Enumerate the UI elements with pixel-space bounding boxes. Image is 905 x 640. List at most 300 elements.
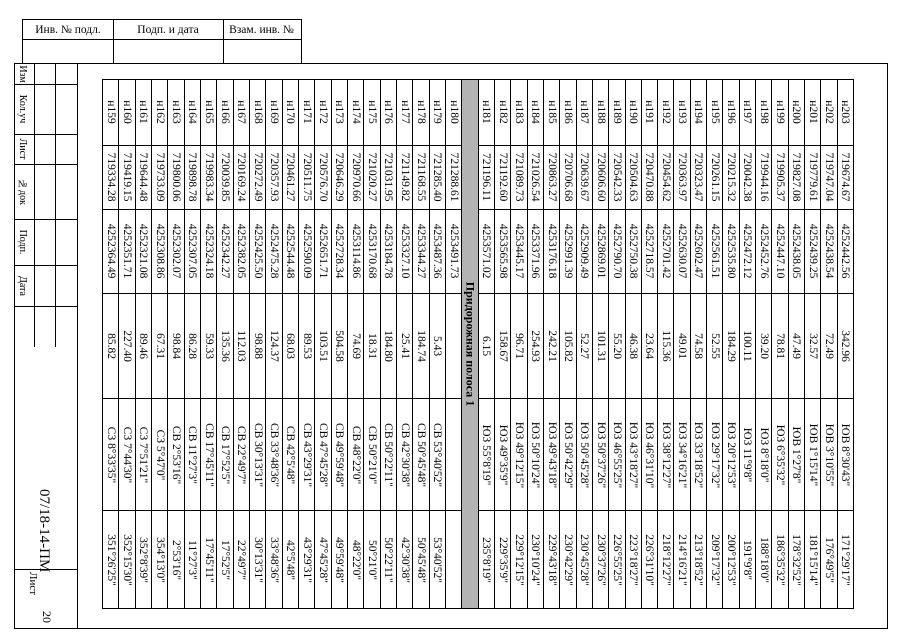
table-cell: н163 <box>169 100 182 125</box>
table-cell: 719905.37 <box>772 145 787 209</box>
table-cell: 4253445.17 <box>511 209 526 294</box>
table-cell: 230°10'24" <box>528 510 543 608</box>
table-row <box>739 80 755 608</box>
table-cell: ЮЗ 6°35'32" <box>772 398 787 511</box>
table-cell: 32.57 <box>805 293 820 398</box>
table-row <box>527 80 543 608</box>
table-cell: 4252535.80 <box>723 209 738 294</box>
table-cell: 720363.97 <box>674 145 689 209</box>
table-cell: н195 <box>708 100 721 125</box>
table-row <box>249 80 265 608</box>
table-cell: 720639.67 <box>577 145 592 209</box>
table-cell: 4252447.10 <box>772 209 787 294</box>
table-cell: 4253371.96 <box>528 209 543 294</box>
table-cell: 721031.95 <box>381 145 396 209</box>
table-cell: 719983.34 <box>201 145 216 209</box>
table-cell: 214°16'21" <box>674 510 689 608</box>
table-row <box>559 80 575 608</box>
table-cell: н190 <box>627 100 640 125</box>
table-cell: 4252651.71 <box>315 209 330 294</box>
table-cell: 4252602.47 <box>691 209 706 294</box>
table-cell: 4253565.98 <box>495 209 510 294</box>
table-cell: СЗ 7°44'30" <box>119 398 134 511</box>
table-cell: 720272.49 <box>250 145 265 209</box>
table-row <box>118 80 134 608</box>
table-row <box>706 80 722 608</box>
table-row <box>592 80 608 608</box>
table-cell: 720169.24 <box>234 145 249 209</box>
sheet-number: 20 <box>40 611 54 623</box>
table-cell: 230°37'26" <box>593 510 608 608</box>
table-cell: 720646.29 <box>332 145 347 209</box>
table-cell: ЮЗ 50°37'26" <box>593 398 608 511</box>
label-podp: Подп. <box>15 219 77 266</box>
table-cell: 720606.60 <box>593 145 608 209</box>
table-cell: н201 <box>806 100 819 125</box>
table-cell: СВ 11°27'3" <box>185 398 200 511</box>
table-cell: 721196.11 <box>479 145 494 209</box>
table-row <box>265 80 281 608</box>
table-cell: н180 <box>447 100 460 125</box>
table-cell: н170 <box>284 100 297 125</box>
table-cell: 720357.93 <box>266 145 281 209</box>
table-cell: ЮВ 1°27'8" <box>789 398 804 511</box>
table-cell: ЮЗ 20°12'53" <box>723 398 738 511</box>
table-cell: н181 <box>480 100 493 125</box>
table-cell: 720970.66 <box>348 145 363 209</box>
revision-block <box>15 64 77 347</box>
table-cell: 4252991.39 <box>560 209 575 294</box>
table-cell: 719827.08 <box>789 145 804 209</box>
table-row <box>673 80 689 608</box>
table-cell: 4252302.07 <box>168 209 183 294</box>
table-row <box>314 80 330 608</box>
table-cell: 4253327.10 <box>397 209 412 294</box>
document-number: 07/18-14-ПМ <box>36 489 52 573</box>
table-cell: 721168.55 <box>413 145 428 209</box>
table-cell: ЮЗ 50°10'24" <box>528 398 543 511</box>
table-cell: ЮЗ 38°12'27" <box>658 398 673 511</box>
table-cell: н159 <box>104 100 117 125</box>
table-cell: СЗ 7°51'21" <box>136 398 151 511</box>
table-cell: 4252728.34 <box>332 209 347 294</box>
table-cell: н168 <box>251 100 264 125</box>
table-cell: 719747.04 <box>821 145 836 209</box>
table-cell: 4252382.05 <box>234 209 249 294</box>
table-cell: 4252308.86 <box>152 209 167 294</box>
table-cell: 235°8'19" <box>479 510 494 608</box>
stamp-vzam-inv: Взам. инв. № <box>229 24 294 36</box>
table-row <box>445 80 461 608</box>
table-cell: н178 <box>414 100 427 125</box>
table-cell: 186°35'32" <box>772 510 787 608</box>
table-cell: н187 <box>578 100 591 125</box>
table-cell: 242.21 <box>544 293 559 398</box>
table-cell: 4252452.76 <box>756 209 771 294</box>
table-cell: 4253170.68 <box>364 209 379 294</box>
table-cell: СВ 48°22'0" <box>348 398 363 511</box>
table-cell: н161 <box>137 100 150 125</box>
table-cell: 213°18'52" <box>691 510 706 608</box>
table-cell: 229°43'18" <box>544 510 559 608</box>
table-cell: ЮВ 8°30'43" <box>838 398 853 511</box>
table-cell: СВ 49°59'48" <box>332 398 347 511</box>
table-cell: ЮЗ 11°9'8" <box>740 398 755 511</box>
table-cell: 352°8'39" <box>136 510 151 608</box>
table-cell: 200°12'53" <box>723 510 738 608</box>
table-cell: н196 <box>725 100 738 125</box>
table-cell: 223°18'27" <box>626 510 641 608</box>
table-cell: 184.80 <box>381 293 396 398</box>
table-cell: 48°22'0" <box>348 510 363 608</box>
table-cell: 22°49'7" <box>234 510 249 608</box>
table-cell: 25.41 <box>397 293 412 398</box>
table-cell: 4253184.78 <box>381 209 396 294</box>
label-list: Лист <box>15 134 77 165</box>
table-cell: ЮЗ 46°31'10" <box>642 398 657 511</box>
table-cell: СВ 43°29'31" <box>299 398 314 511</box>
table-cell: СВ 2°53'16" <box>168 398 183 511</box>
table-row <box>233 80 249 608</box>
table-cell: н174 <box>349 100 362 125</box>
table-cell: СВ 30°13'31" <box>250 398 265 511</box>
table-cell: н191 <box>643 100 656 125</box>
table-row <box>200 80 216 608</box>
label-nodok: №док <box>15 164 77 220</box>
table-cell: 4253491.73 <box>446 209 461 294</box>
table-cell: н172 <box>316 100 329 125</box>
table-cell: 721192.60 <box>495 145 510 209</box>
table-cell: СВ 50°21'0" <box>364 398 379 511</box>
table-cell: 721285.40 <box>430 145 445 209</box>
table-cell: 720261.15 <box>707 145 722 209</box>
table-cell: 720504.63 <box>626 145 641 209</box>
table-cell: 720215.32 <box>723 145 738 209</box>
table-cell: 721149.82 <box>397 145 412 209</box>
coordinates-table <box>102 79 854 609</box>
table-cell: 89.53 <box>299 293 314 398</box>
table-cell: 158.67 <box>495 293 510 398</box>
table-cell: ЮЗ 49°43'18" <box>544 398 559 511</box>
table-cell: 4253114.86 <box>348 209 363 294</box>
table-cell: ЮЗ 43°18'27" <box>626 398 641 511</box>
table-cell: 720576.70 <box>315 145 330 209</box>
table-cell: н171 <box>300 100 313 125</box>
table-cell: 72.49 <box>821 293 836 398</box>
table-row <box>298 80 314 608</box>
table-cell: 42°30'38" <box>397 510 412 608</box>
table-cell: 78.81 <box>772 293 787 398</box>
table-cell: 720706.68 <box>560 145 575 209</box>
table-row <box>820 80 836 608</box>
table-row <box>135 80 151 608</box>
table-cell: 4252750.38 <box>626 209 641 294</box>
table-cell: 227.40 <box>119 293 134 398</box>
table-row <box>380 80 396 608</box>
table-cell: 4252438.54 <box>821 209 836 294</box>
table-cell: 176°49'5" <box>821 510 836 608</box>
table-cell: 229°12'15" <box>511 510 526 608</box>
table-cell: 49.01 <box>674 293 689 398</box>
stamp-podp-data: Подп. и дата <box>113 20 224 64</box>
table-cell: н173 <box>333 100 346 125</box>
table-cell: 720042.38 <box>740 145 755 209</box>
table-cell: н189 <box>610 100 623 125</box>
table-cell: 719733.09 <box>152 145 167 209</box>
table-cell: ЮЗ 33°18'52" <box>691 398 706 511</box>
table-cell: н176 <box>382 100 395 125</box>
table-cell: 4252324.18 <box>201 209 216 294</box>
table-cell: 720323.47 <box>691 145 706 209</box>
table-cell: 720454.62 <box>658 145 673 209</box>
table-row <box>167 80 183 608</box>
table-row <box>282 80 298 608</box>
table-cell: 105.82 <box>560 293 575 398</box>
label-data: Дата <box>15 265 77 307</box>
table-cell: н192 <box>659 100 672 125</box>
table-row <box>641 80 657 608</box>
table-cell: 43°29'31" <box>299 510 314 608</box>
table-cell: 112.03 <box>234 293 249 398</box>
table-cell: 230°45'28" <box>577 510 592 608</box>
table-cell: 50°22'11" <box>381 510 396 608</box>
table-row <box>216 80 232 608</box>
table-cell: н166 <box>218 100 231 125</box>
table-cell: 218°12'27" <box>658 510 673 608</box>
table-cell: н193 <box>676 100 689 125</box>
table-cell: СВ 50°45'48" <box>413 398 428 511</box>
table-cell: 354°13'0" <box>152 510 167 608</box>
table-cell: 719898.78 <box>185 145 200 209</box>
table-cell: СВ 50°22'11" <box>381 398 396 511</box>
table-cell: 4252425.50 <box>250 209 265 294</box>
table-cell: 47.49 <box>789 293 804 398</box>
table-cell: СВ 17°52'5" <box>217 398 232 511</box>
table-cell: н182 <box>496 100 509 125</box>
table-cell: 4253176.18 <box>544 209 559 294</box>
table-row <box>722 80 738 608</box>
table-cell: 184.74 <box>413 293 428 398</box>
table-cell: 39.20 <box>756 293 771 398</box>
table-row <box>103 80 118 608</box>
table-cell: 103.51 <box>315 293 330 398</box>
table-row <box>151 80 167 608</box>
table-cell: н165 <box>202 100 215 125</box>
table-row <box>510 80 526 608</box>
table-cell: 721020.27 <box>364 145 379 209</box>
table-cell: СЗ 5°47'0" <box>152 398 167 511</box>
table-cell: 720542.33 <box>609 145 624 209</box>
table-row <box>608 80 624 608</box>
table-cell: 226°31'10" <box>642 510 657 608</box>
table-cell: н203 <box>839 100 852 125</box>
table-cell: 4252544.48 <box>283 209 298 294</box>
table-cell: н184 <box>529 100 542 125</box>
table-cell: 191°9'8" <box>740 510 755 608</box>
table-cell: 4252630.07 <box>674 209 689 294</box>
table-cell: 74.69 <box>348 293 363 398</box>
table-cell: 719944.16 <box>756 145 771 209</box>
table-row <box>690 80 706 608</box>
table-cell: н183 <box>512 100 525 125</box>
table-cell: 115.36 <box>658 293 673 398</box>
table-cell: СВ 33°48'36" <box>266 398 281 511</box>
table-cell: ЮЗ 49°12'15" <box>511 398 526 511</box>
table-cell: 4252342.27 <box>217 209 232 294</box>
table-cell: 17°52'5" <box>217 510 232 608</box>
table-cell: 4253344.27 <box>413 209 428 294</box>
table-cell: 50°45'48" <box>413 510 428 608</box>
table-row <box>331 80 347 608</box>
table-cell: ЮЗ 34°16'21" <box>674 398 689 511</box>
table-cell: 55.20 <box>609 293 624 398</box>
table-row <box>396 80 412 608</box>
table-cell: 719644.48 <box>136 145 151 209</box>
table-cell: 33°48'36" <box>266 510 281 608</box>
table-cell: н175 <box>365 100 378 125</box>
table-cell: 4252590.09 <box>299 209 314 294</box>
table-cell: 2°53'16" <box>168 510 183 608</box>
table-cell: СВ 47°45'28" <box>315 398 330 511</box>
table-cell: 4252351.71 <box>119 209 134 294</box>
table-cell: ЮЗ 49°35'9" <box>495 398 510 511</box>
table-cell: ЮЗ 50°45'28" <box>577 398 592 511</box>
table-row <box>347 80 363 608</box>
table-cell: н160 <box>120 100 133 125</box>
table-cell: 46.38 <box>626 293 641 398</box>
table-cell: 504.58 <box>332 293 347 398</box>
table-row <box>755 80 771 608</box>
table-row <box>363 80 379 608</box>
table-cell: 721089.73 <box>511 145 526 209</box>
table-cell: 89.46 <box>136 293 151 398</box>
table-cell: 101.31 <box>593 293 608 398</box>
table-cell: 4252869.01 <box>593 209 608 294</box>
table-cell: 52.55 <box>707 293 722 398</box>
table-cell: н202 <box>823 100 836 125</box>
table-cell: 30°13'31" <box>250 510 265 608</box>
table-cell: 720863.27 <box>544 145 559 209</box>
table-cell: 4252472.12 <box>740 209 755 294</box>
table-cell: 4252561.51 <box>707 209 722 294</box>
table-cell <box>446 398 461 511</box>
table-cell: 67.31 <box>152 293 167 398</box>
table-cell: 720461.27 <box>283 145 298 209</box>
table-cell: 184.29 <box>723 293 738 398</box>
table-cell: 98.88 <box>250 293 265 398</box>
table-cell: 98.84 <box>168 293 183 398</box>
table-cell: н177 <box>398 100 411 125</box>
section-header: Придорожная полоса 1 <box>461 80 477 608</box>
table-cell: СВ 53°40'52" <box>430 398 445 511</box>
table-cell: н162 <box>153 100 166 125</box>
table-cell: 229°35'9" <box>495 510 510 608</box>
table-cell: 188°18'0" <box>756 510 771 608</box>
table-cell: 719674.67 <box>838 145 853 209</box>
table-row <box>184 80 200 608</box>
table-cell: СВ 17°45'11" <box>201 398 216 511</box>
table-cell: ЮЗ 8°18'0" <box>756 398 771 511</box>
table-cell: 351°26'25" <box>103 510 118 608</box>
table-cell: ЮВ 3°10'55" <box>821 398 836 511</box>
table-cell: 209°17'32" <box>707 510 722 608</box>
table-cell: СВ 42°5'48" <box>283 398 298 511</box>
table-cell: 4252439.25 <box>805 209 820 294</box>
table-cell: 47°45'28" <box>315 510 330 608</box>
table-cell: 181°15'14" <box>805 510 820 608</box>
table-cell: 53°40'52" <box>430 510 445 608</box>
table-cell: ЮЗ 29°17'32" <box>707 398 722 511</box>
table-cell: 4252307.05 <box>185 209 200 294</box>
table-row <box>625 80 641 608</box>
table-cell: 49°59'48" <box>332 510 347 608</box>
table-row <box>788 80 804 608</box>
table-cell: 5.43 <box>430 293 445 398</box>
table-cell: 352°15'30" <box>119 510 134 608</box>
table-cell: ЮЗ 50°42'29" <box>560 398 575 511</box>
table-cell: СВ 42°30'38" <box>397 398 412 511</box>
table-cell: 4252442.56 <box>838 209 853 294</box>
table-cell: 4252790.70 <box>609 209 624 294</box>
table-cell: 719419.15 <box>119 145 134 209</box>
table-cell: 135.36 <box>217 293 232 398</box>
label-kol-uch: Кол.уч <box>15 84 77 135</box>
table-cell <box>446 293 461 398</box>
table-cell: н194 <box>692 100 705 125</box>
table-cell: н164 <box>186 100 199 125</box>
table-cell: н199 <box>774 100 787 125</box>
table-cell: 4252364.49 <box>103 209 118 294</box>
table-cell: 171°29'17" <box>838 510 853 608</box>
table-cell: 720470.88 <box>642 145 657 209</box>
table-cell: 720039.85 <box>217 145 232 209</box>
table-cell: 50°21'0" <box>364 510 379 608</box>
table-cell: н185 <box>545 100 558 125</box>
table-cell: 6.15 <box>479 293 494 398</box>
table-cell <box>446 510 461 608</box>
table-cell: 124.37 <box>266 293 281 398</box>
table-row <box>837 80 853 608</box>
table-cell: 4252475.28 <box>266 209 281 294</box>
table-cell: 11°27'3" <box>185 510 200 608</box>
table-cell: 85.82 <box>103 293 118 398</box>
table-row <box>576 80 592 608</box>
table-cell: 720511.75 <box>299 145 314 209</box>
table-cell: 721026.54 <box>528 145 543 209</box>
table-cell: н188 <box>594 100 607 125</box>
table-cell: 96.71 <box>511 293 526 398</box>
table-cell: н186 <box>561 100 574 125</box>
approval-stamp <box>22 19 302 64</box>
table-cell: ЮЗ 46°55'25" <box>609 398 624 511</box>
table-cell: н179 <box>431 100 444 125</box>
table-cell: 68.03 <box>283 293 298 398</box>
table-cell: 86.28 <box>185 293 200 398</box>
table-cell: ЮВ 1°15'14" <box>805 398 820 511</box>
table-cell: 52.27 <box>577 293 592 398</box>
table-cell: СЗ 8°33'35" <box>103 398 118 511</box>
table-cell: 342.96 <box>838 293 853 398</box>
table-cell: 721288.61 <box>446 145 461 209</box>
table-cell: 4252909.49 <box>577 209 592 294</box>
table-cell: н198 <box>757 100 770 125</box>
table-cell: 4252438.05 <box>789 209 804 294</box>
table-cell: 4252701.42 <box>658 209 673 294</box>
table-row <box>657 80 673 608</box>
table-cell: 23.64 <box>642 293 657 398</box>
table-cell: 719334.28 <box>103 145 118 209</box>
table-row <box>412 80 428 608</box>
